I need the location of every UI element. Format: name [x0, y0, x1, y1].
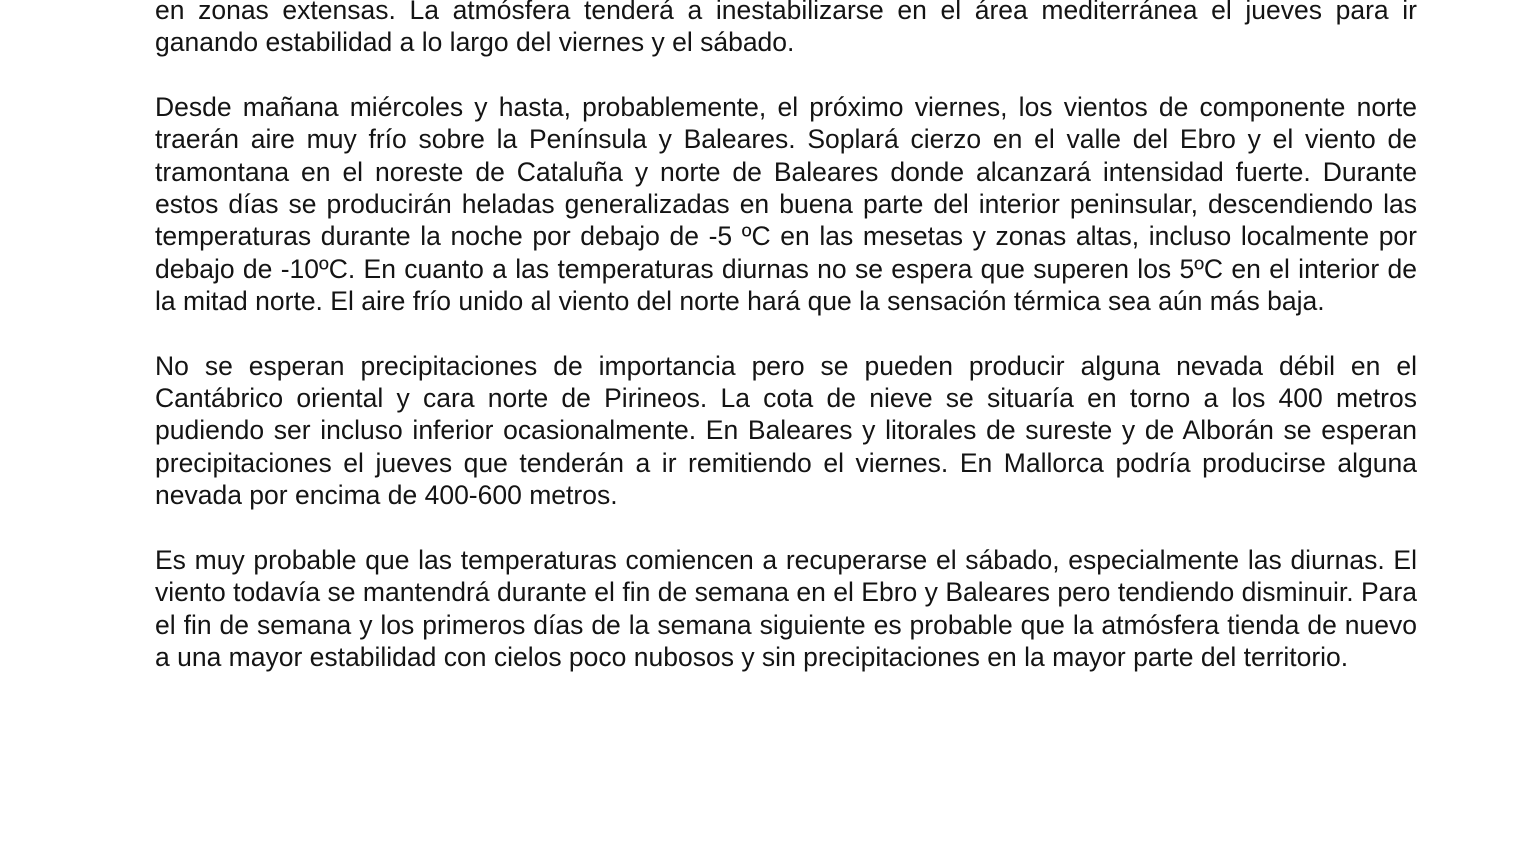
paragraph-temperature-recovery: Es muy probable que las temperaturas comiencen a recuperarse el sábado, especialmente las diurnas. El viento todavía se mantendrá durante el fin de semana en el Ebro y Baleares pero tendiendo disminuir. Para el fin de semana y los primeros días de la semana siguiente es probable que la atmósfera tienda de nuevo a una mayor estabilidad con cielos poco nubosos y sin precipitaciones en la mayor parte del territorio. [155, 544, 1417, 672]
paragraph-cold-winds: Desde mañana miércoles y hasta, probablemente, el próximo viernes, los vientos de componente norte traerán aire muy frío sobre la Península y Baleares. Soplará cierzo en el valle del Ebro y el viento de tramontana en el noreste de Cataluña y norte de Baleares donde alcanzará intensidad fuerte. Durante estos días se producirán heladas generalizadas en buena parte del interior peninsular, descendiendo las temperaturas durante la noche por debajo de -5 ºC en las mesetas y zonas altas, incluso localmente por debajo de -10ºC. En cuanto a las temperaturas diurnas no se espera que superen los 5ºC en el interior de la mitad norte. El aire frío unido al viento del norte hará que la sensación térmica sea aún más baja. [155, 91, 1417, 317]
paragraph-precipitation: No se esperan precipitaciones de importancia pero se pueden producir alguna nevada débil en el Cantábrico oriental y cara norte de Pirineos. La cota de nieve se situaría en torno a los 400 metros pudiendo ser incluso inferior ocasionalmente. En Baleares y litorales de sureste y de Alborán se esperan precipitaciones el jueves que tenderán a ir remitiendo el viernes. En Mallorca podría producirse alguna nevada por encima de 400-600 metros. [155, 350, 1417, 511]
document-body [155, 0, 1417, 705]
paragraph-atmosphere-stability: en zonas extensas. La atmósfera tenderá a inestabilizarse en el área mediterránea el jueves para ir ganando estabilidad a lo largo del viernes y el sábado. [155, 0, 1417, 58]
